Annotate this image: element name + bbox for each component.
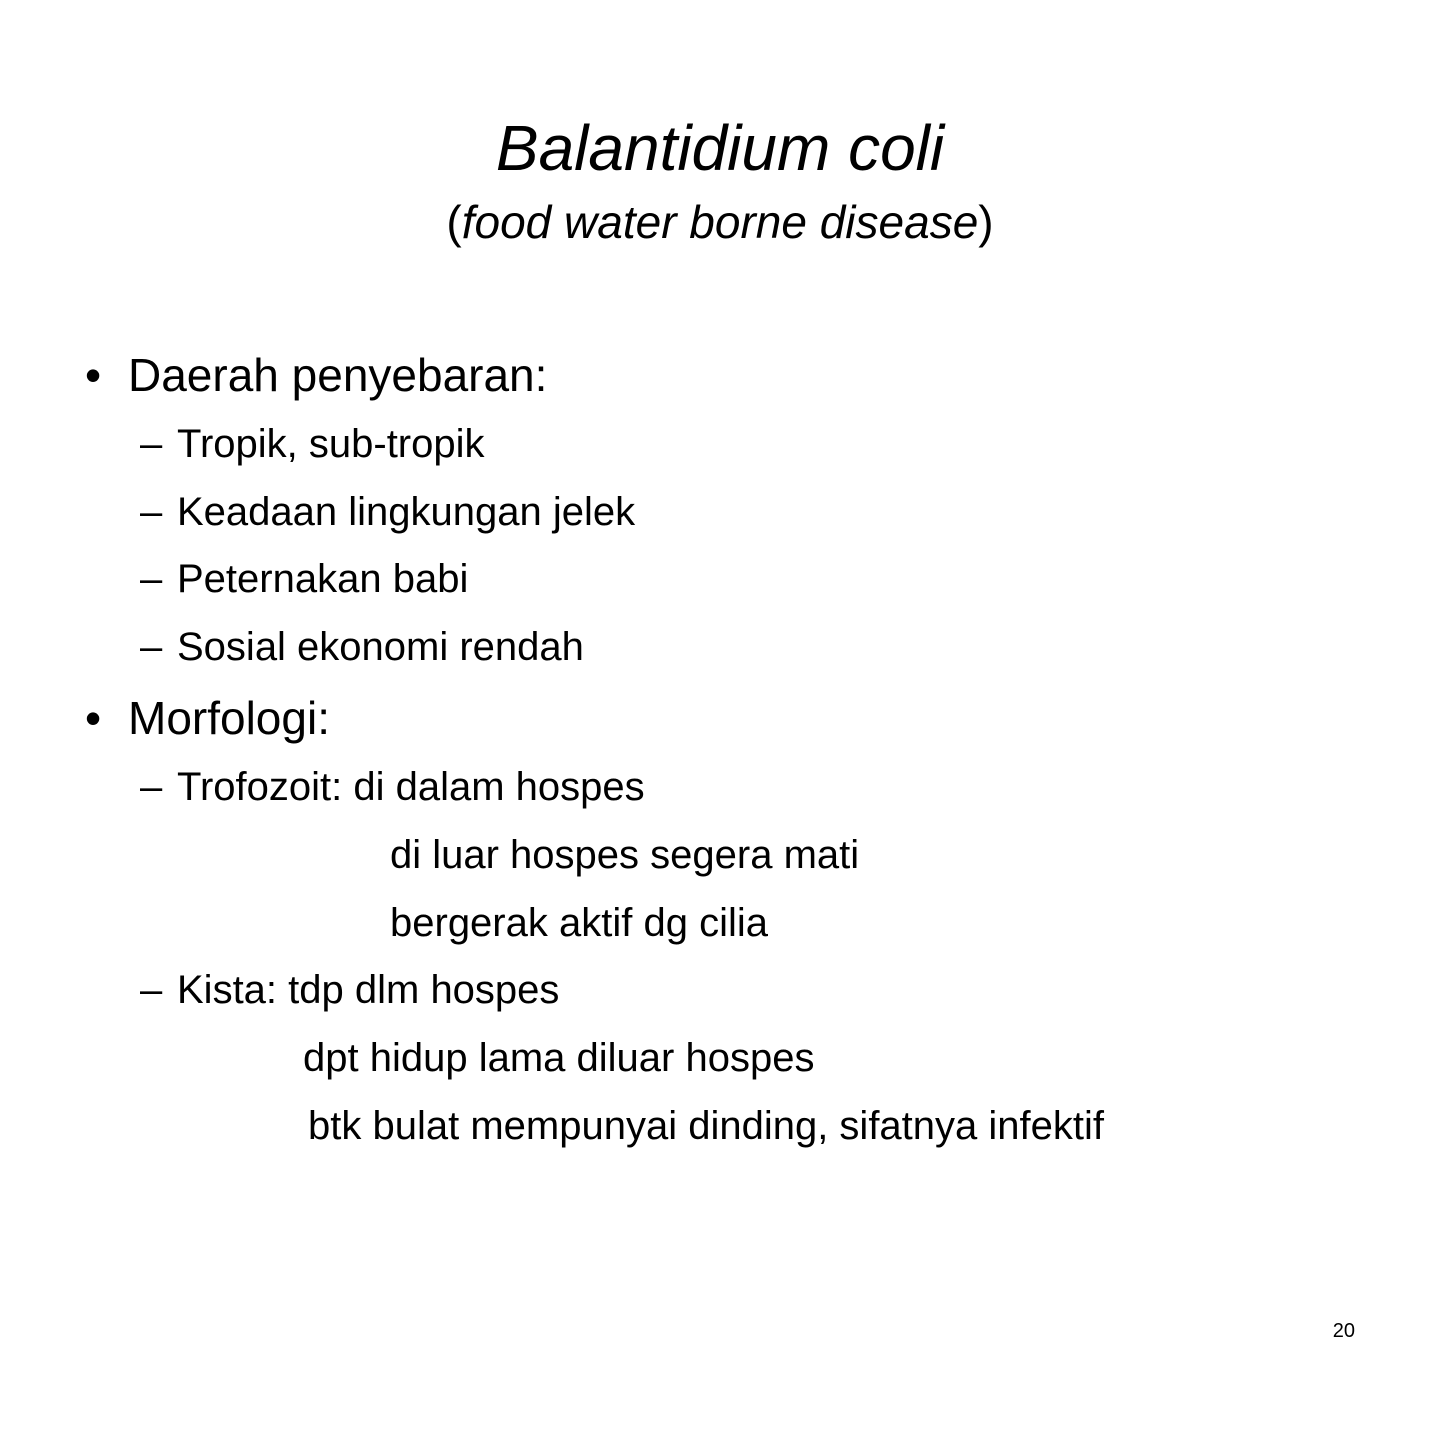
bullet-daerah-penyebaran xyxy=(85,345,547,405)
subtitle-text: food water borne disease xyxy=(461,196,979,248)
dash-icon: – xyxy=(140,625,163,669)
continuation-line: di luar hospes segera mati xyxy=(390,833,860,877)
continuation-line: bergerak aktif dg cilia xyxy=(390,901,768,945)
dash-icon: – xyxy=(140,765,163,809)
sub-item-text: Keadaan lingkungan jelek xyxy=(177,490,636,534)
dash-icon: – xyxy=(140,557,163,601)
bullet-label: Morfologi: xyxy=(128,692,330,744)
slide-subtitle xyxy=(0,193,1440,251)
sub-item xyxy=(140,418,485,470)
bullet-icon: • xyxy=(85,692,102,744)
sub-item xyxy=(140,553,468,605)
continuation-line: btk bulat mempunyai dinding, sifatnya infektif xyxy=(308,1104,1104,1148)
sub-item-trofozoit xyxy=(140,761,645,813)
slide-title: Balantidium coli xyxy=(495,112,945,184)
continuation-line: dpt hidup lama diluar hospes xyxy=(303,1036,815,1080)
sub-item xyxy=(140,486,635,538)
sub-item-text: Trofozoit: di dalam hospes xyxy=(177,765,645,809)
sub-item-text: Kista: tdp dlm hospes xyxy=(177,968,560,1012)
sub-item-text: Tropik, sub-tropik xyxy=(177,422,485,466)
dash-icon: – xyxy=(140,490,163,534)
dash-icon: – xyxy=(140,968,163,1012)
sub-item-text: Sosial ekonomi rendah xyxy=(177,625,584,669)
sub-item-text: Peternakan babi xyxy=(177,557,469,601)
sub-item-kista xyxy=(140,964,559,1016)
subtitle-open-paren: ( xyxy=(446,196,462,248)
bullet-label: Daerah penyebaran: xyxy=(128,349,548,401)
bullet-morfologi xyxy=(85,688,330,748)
sub-item xyxy=(140,621,584,673)
bullet-icon: • xyxy=(85,349,102,401)
subtitle-close-paren: ) xyxy=(978,196,994,248)
dash-icon: – xyxy=(140,422,163,466)
page-number: 20 xyxy=(1332,1320,1355,1342)
